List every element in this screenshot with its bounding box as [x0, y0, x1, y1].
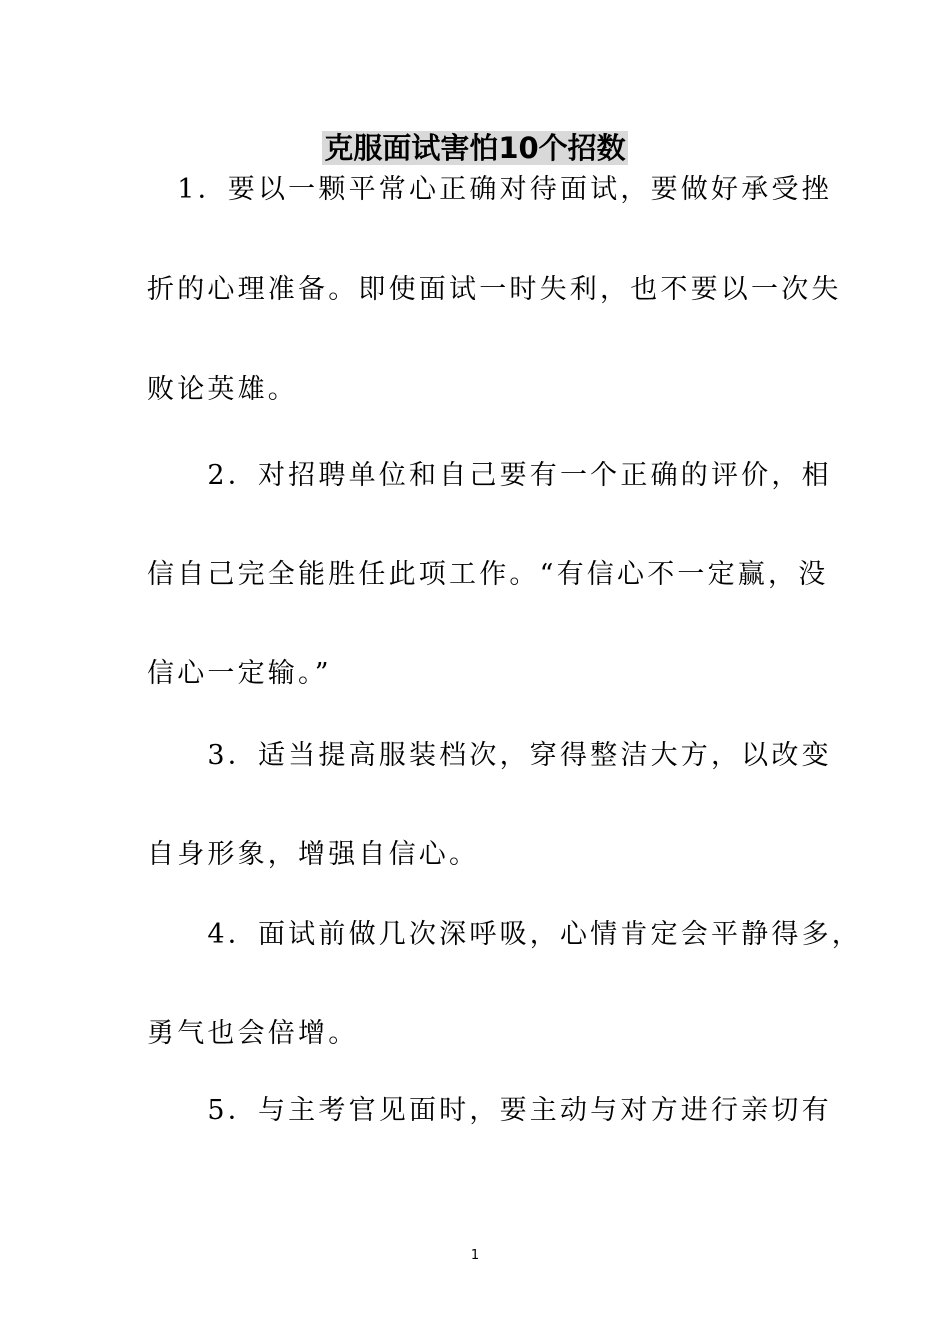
body-line-11: 5．与主考官见面时，要主动与对方进行亲切有 [147, 1095, 832, 1126]
body-line-1: 1．要以一颗平常心正确对待面试，要做好承受挫 [147, 174, 832, 205]
body-line-10: 勇气也会倍增。 [147, 1018, 359, 1049]
body-line-4: 2．对招聘单位和自己要有一个正确的评价，相 [147, 460, 832, 491]
body-line-9: 4．面试前做几次深呼吸，心情肯定会平静得多， [147, 919, 862, 950]
page-number: 1 [470, 1248, 480, 1263]
body-line-8: 自身形象，增强自信心。 [147, 839, 480, 870]
document-title-text: 克服面试害怕10个招数 [324, 131, 626, 165]
body-line-7: 3．适当提高服装档次，穿得整洁大方，以改变 [147, 740, 832, 771]
body-line-3: 败论英雄。 [147, 374, 298, 405]
body-line-5: 信自己完全能胜任此项工作。“有信心不一定赢，没 [147, 559, 829, 590]
document-title [0, 128, 950, 168]
body-line-2: 折的心理准备。即使面试一时失利，也不要以一次失 [147, 274, 842, 305]
body-line-6: 信心一定输。” [147, 658, 332, 689]
